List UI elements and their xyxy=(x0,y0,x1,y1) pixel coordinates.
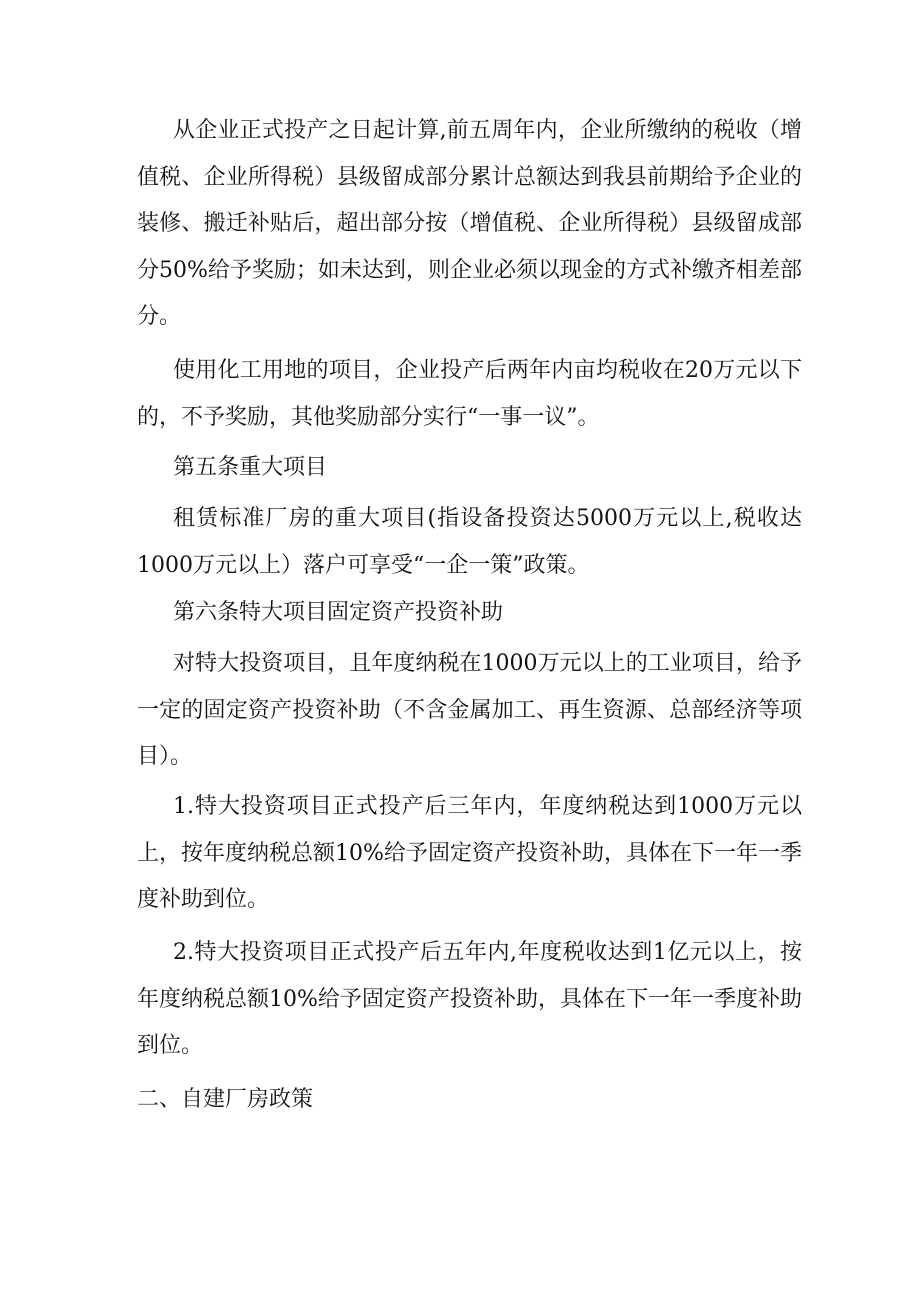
paragraph-tax-reward: 从企业正式投产之日起计算,前五周年内，企业所缴纳的税收（增值税、企业所得税）县级留成部分累计总额达到我县前期给予企业的装修、搬迁补贴后，超出部分按（增值税、企业所得税）县级留成部分50%给予奖励；如未达到，则企业必须以现金的方式补缴齐相差部分。 xyxy=(137,118,802,329)
article-6-heading: 第六条特大项目固定资产投资补助 xyxy=(173,600,504,625)
paragraph-super-project: 对特大投资项目，且年度纳税在1000万元以上的工业项目，给予一定的固定资产投资补助（不含金属加工、再生资源、总部经济等项目）。 xyxy=(137,651,802,769)
paragraph-chemical-land: 使用化工用地的项目，企业投产后两年内亩均税收在20万元以下的，不予奖励，其他奖励部分实行“一事一议”。 xyxy=(137,358,802,430)
article-5-heading: 第五条重大项目 xyxy=(173,455,328,480)
paragraph-item-2: 2.特大投资项目正式投产后五年内,年度税收达到1亿元以上，按年度纳税总额10%给予固定资产投资补助，具体在下一年一季度补助到位。 xyxy=(137,940,802,1058)
paragraph-major-project: 租赁标准厂房的重大项目(指设备投资达5000万元以上,税收达1000万元以上）落户可享受“一企一策”政策。 xyxy=(137,506,802,578)
section-heading-self-built-plant: 二、自建厂房政策 xyxy=(137,1087,314,1112)
paragraph-item-1: 1.特大投资项目正式投产后三年内，年度纳税达到1000万元以上，按年度纳税总额10%给予固定资产投资补助，具体在下一年一季度补助到位。 xyxy=(137,794,802,912)
